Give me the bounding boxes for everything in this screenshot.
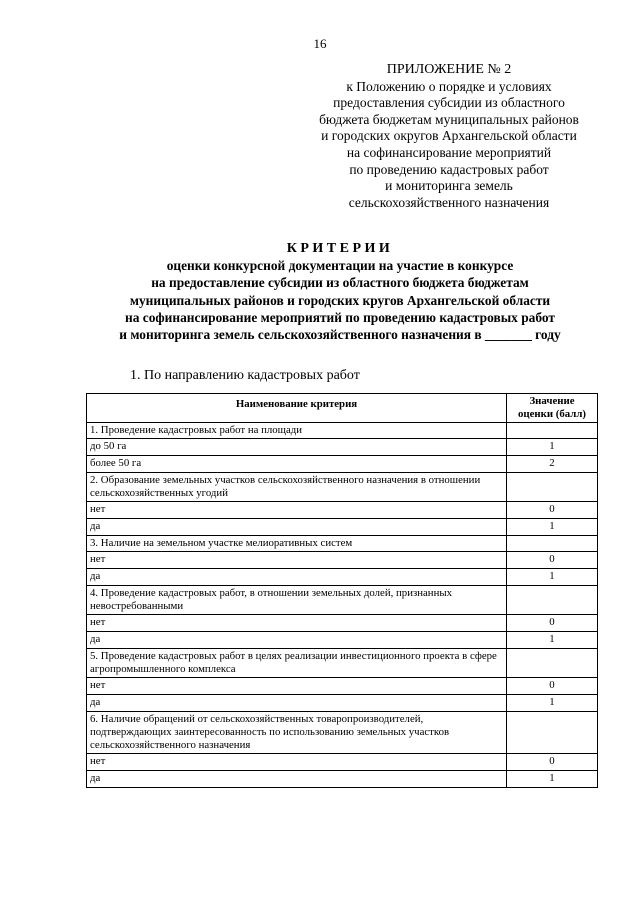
criteria-title: КРИТЕРИИ (286, 241, 394, 256)
option-label: да (87, 695, 507, 712)
score-value (507, 423, 598, 439)
criterion-name: 1. Проведение кадастровых работ на площади (87, 423, 507, 439)
option-label: нет (87, 615, 507, 632)
option-row (87, 519, 598, 536)
option-row (87, 569, 598, 586)
criterion-row (87, 536, 598, 552)
appendix-line: и городских округов Архангельской области (321, 128, 577, 144)
criterion-row (87, 649, 598, 678)
criteria-line: на предоставление субсидии из областного бюджета бюджетам (151, 275, 529, 291)
appendix-line: предоставления субсидии из областного (333, 95, 565, 111)
score-value: 1 (507, 519, 598, 536)
score-value (507, 536, 598, 552)
score-value: 2 (507, 456, 598, 473)
score-value: 0 (507, 615, 598, 632)
option-row (87, 456, 598, 473)
criterion-row (87, 712, 598, 754)
score-value: 1 (507, 569, 598, 586)
criterion-name: 3. Наличие на земельном участке мелиоративных систем (87, 536, 507, 552)
option-label: нет (87, 552, 507, 569)
option-row (87, 552, 598, 569)
appendix-block (296, 62, 602, 211)
option-label: да (87, 519, 507, 536)
criteria-line: муниципальных районов и городских кругов Архангельской области (129, 292, 551, 308)
header-score-line: Значение (529, 395, 575, 407)
option-label: нет (87, 678, 507, 695)
criterion-name: 4. Проведение кадастровых работ, в отношении земельных долей, признанных невостребованными (87, 586, 507, 615)
appendix-line: бюджета бюджетам муниципальных районов (319, 111, 579, 127)
option-label: нет (87, 502, 507, 519)
score-value: 0 (507, 678, 598, 695)
criteria-table (86, 393, 598, 788)
option-row (87, 754, 598, 771)
criteria-heading-block (40, 240, 640, 343)
criterion-name: 5. Проведение кадастровых работ в целях реализации инвестиционного проекта в сфере агропромышленного комплекса (87, 649, 507, 678)
option-label: более 50 га (87, 456, 507, 473)
score-value (507, 712, 598, 754)
score-value: 0 (507, 552, 598, 569)
header-criterion-name: Наименование критерия (87, 394, 507, 423)
criteria-line: и мониторинга земель сельскохозяйственного назначения в _______ году (119, 327, 561, 343)
table-body (87, 423, 598, 788)
score-value: 0 (507, 754, 598, 771)
option-row (87, 502, 598, 519)
option-label: да (87, 771, 507, 788)
criterion-name: 6. Наличие обращений от сельскохозяйственных товаропроизводителей, подтверждающих заинтересованность по использованию земельных участков сельскохозяйственного назначения (87, 712, 507, 754)
option-row (87, 439, 598, 456)
score-value (507, 586, 598, 615)
option-row (87, 632, 598, 649)
score-value: 1 (507, 771, 598, 788)
option-label: да (87, 569, 507, 586)
score-value (507, 473, 598, 502)
appendix-line: сельскохозяйственного назначения (348, 194, 550, 210)
option-row (87, 695, 598, 712)
header-score (507, 394, 598, 423)
score-value (507, 649, 598, 678)
criterion-name: 2. Образование земельных участков сельскохозяйственного назначения в отношении сельскохозяйственных угодий (87, 473, 507, 502)
option-row (87, 615, 598, 632)
score-value: 1 (507, 695, 598, 712)
option-row (87, 771, 598, 788)
appendix-line: по проведению кадастровых работ (349, 161, 549, 177)
criteria-line: оценки конкурсной документации на участие в конкурсе (166, 258, 514, 274)
appendix-line: и мониторинга земель (385, 178, 513, 194)
header-score-line: оценки (балл) (518, 408, 586, 420)
option-label: нет (87, 754, 507, 771)
table-header-row (87, 394, 598, 423)
criterion-row (87, 586, 598, 615)
appendix-heading: ПРИЛОЖЕНИЕ № 2 (386, 62, 512, 77)
page-number: 16 (313, 36, 327, 51)
appendix-line: на софинансирование мероприятий (346, 144, 552, 160)
appendix-line: к Положению о порядке и условиях (346, 78, 552, 94)
criteria-line: на софинансирование мероприятий по проведению кадастровых работ (125, 309, 555, 325)
criterion-row (87, 473, 598, 502)
option-label: до 50 га (87, 439, 507, 456)
score-value: 1 (507, 632, 598, 649)
option-row (87, 678, 598, 695)
option-label: да (87, 632, 507, 649)
score-value: 0 (507, 502, 598, 519)
criterion-row (87, 423, 598, 439)
score-value: 1 (507, 439, 598, 456)
section-title: 1. По направлению кадастровых работ (130, 368, 360, 383)
